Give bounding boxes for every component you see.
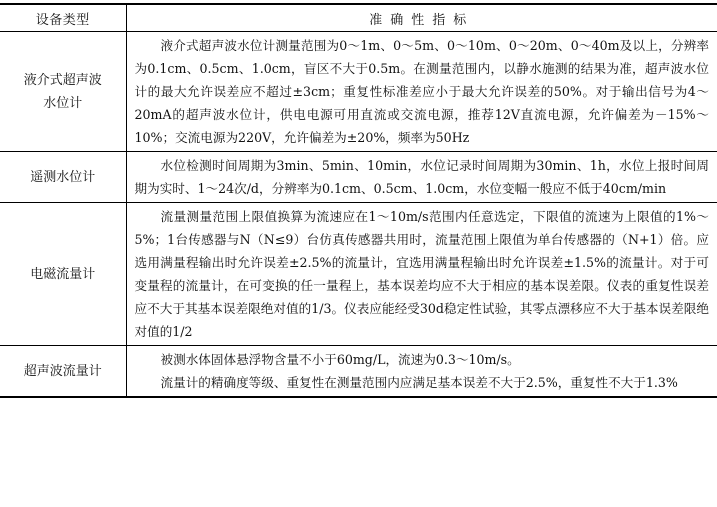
spec-paragraph: 水位检测时间周期为3min、5min、10min，水位记录时间周期为30min、1h，水位上报时间周期为实时、1～24次/d，分辨率为0.1cm、0.5cm、1.0cm，水位变幅一般应不低于40cm/min — [134, 158, 709, 196]
table-row — [0, 152, 717, 203]
spec-cell — [126, 32, 717, 152]
device-name: 电磁流量计 — [30, 266, 96, 282]
spec-paragraph: 流量测量范围上限值换算为流速应在1～10m/s范围内任意选定，下限值的流速为上限值的1%～5%；1台传感器与N（N≤9）台仿真传感器共用时，流量范围上限值为单台传感器的（N+1）倍。应选用满量程输出时允许误差±2.5%的流量计，宜选用满量程输出时允许误差±1.5%的流量计。对于可变量程的流量计，在可变换的任一量程上，基本误差均应不大于相应的基本误差限。仪表的重复性误差应不大于其基本误差限绝对值的1/3。仪表应能经受30d稳定性试验，其零点漂移应不大于基本误差限绝对值的1/2 — [134, 209, 709, 339]
spec-paragraph: 被测水体固体悬浮物含量不小于60mg/L，流速为0.3～10m/s。 — [160, 352, 520, 367]
table-row — [0, 32, 717, 152]
spec-cell — [126, 346, 717, 398]
spec-cell — [126, 152, 717, 203]
device-cell — [0, 152, 126, 203]
header-device-type: 设备类型 — [0, 4, 126, 32]
device-cell — [0, 32, 126, 152]
header-accuracy-spec: 准确性指标 — [126, 4, 717, 32]
spec-cell — [126, 203, 717, 346]
device-cell — [0, 203, 126, 346]
device-cell — [0, 346, 126, 398]
spec-paragraph: 流量计的精确度等级、重复性在测量范围内应满足基本误差不大于2.5%，重复性不大于1.3% — [160, 375, 678, 390]
table-header-row — [0, 4, 717, 32]
device-name: 液介式超声波水位计 — [23, 72, 102, 111]
device-name: 超声波流量计 — [23, 363, 102, 379]
table-row — [0, 203, 717, 346]
device-name: 遥测水位计 — [30, 169, 96, 185]
accuracy-spec-table — [0, 3, 717, 398]
table-row — [0, 346, 717, 398]
spec-paragraph: 液介式超声波水位计测量范围为0～1m、0～5m、0～10m、0～20m、0～40m及以上，分辨率为0.1cm、0.5cm、1.0cm，盲区不大于0.5m。在测量范围内，以静水施测的结果为准，超声波水位计的最大允许误差应不超过±3cm；重复性标准差应小于最大允许误差的50%。对于输出信号为4～20mA的超声波水位计，供电电源可用直流或交流电源，推荐12V直流电源，允许偏差为－15%～10%；交流电源为220V，允许偏差为±20%，频率为50Hz — [134, 38, 709, 145]
